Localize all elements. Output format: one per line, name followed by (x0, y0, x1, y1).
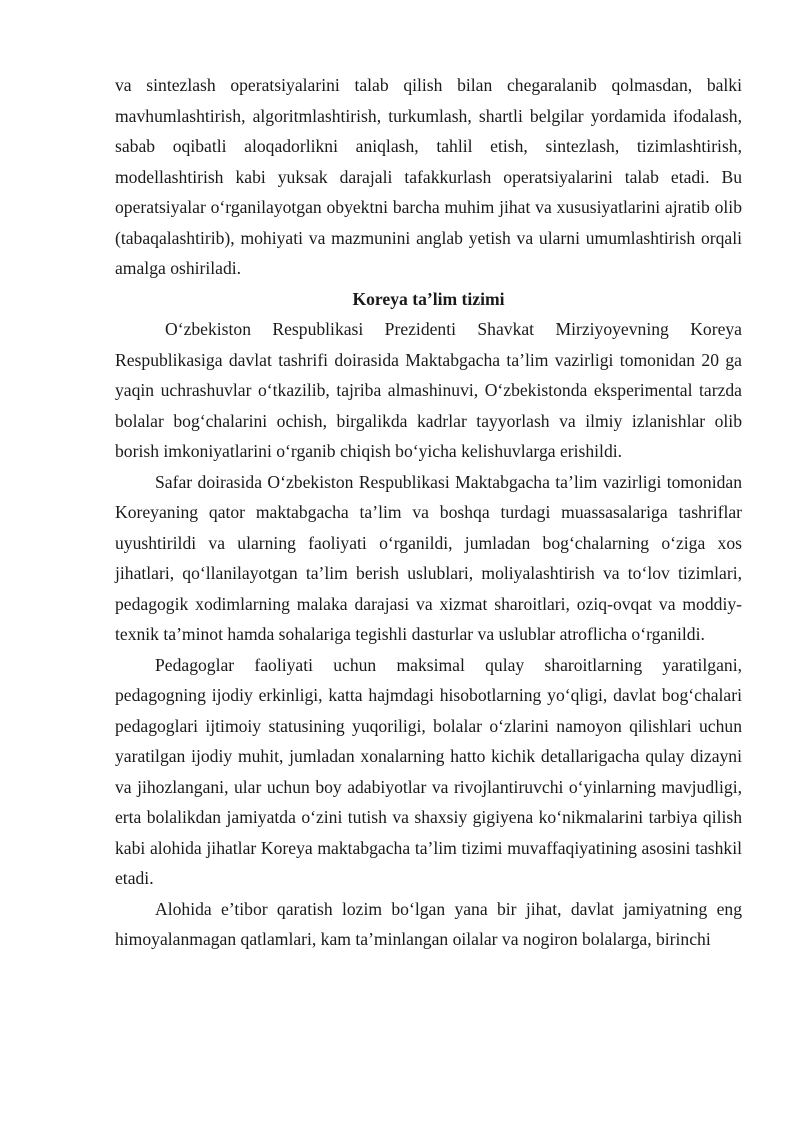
document-page (115, 70, 742, 955)
paragraph-presidential-visit: O‘zbekiston Respublikasi Prezidenti Shavkat Mirziyoyevning Koreya Respublikasiga davlat tashrifi doirasida Maktabgacha ta’lim vazirligi tomonidan 20 ga yaqin uchrashuvlar o‘tkazilib, tajriba almashinuvi, O‘zbekistonda eksperimental tarzda bolalar bog‘chalarini ochish, birgalikda kadrlar tayyorlash va ilmiy izlanishlar olib borish imkoniyatlarini o‘rganib chiqish bo‘yicha kelishuvlarga erishildi. (115, 319, 742, 461)
paragraph-intro-continuation: va sintezlash operatsiyalarini talab qilish bilan chegaralanib qolmasdan, balki mavhumlashtirish, algoritmlashtirish, turkumlash, shartli belgilar yordamida ifodalash, sabab oqibatli aloqadorlikni aniqlash, tahlil etish, sintezlash, tizimlashtirish, modellashtirish kabi yuksak darajali tafakkurlash operatsiyalarini talab etadi. Bu operatsiyalar o‘rganilayotgan obyektni barcha muhim jihat va xususiyatlarini ajratib olib (tabaqalashtirib), mohiyati va mazmunini anglab yetish va ularni umumlashtirish orqali amalga oshiriladi. (115, 75, 742, 278)
section-heading: Koreya ta’lim tizimi (352, 288, 505, 309)
paragraph-pedagogues: Pedagoglar faoliyati uchun maksimal qulay sharoitlarning yaratilgani, pedagogning ijodiy erkinligi, katta hajmdagi hisobotlarning yo‘qligi, davlat bog‘chalari pedagoglari ijtimoiy statusining yuqoriligi, bolalar o‘zlarini namoyon qilishlari uchun yaratilgan ijodiy muhit, jumladan xonalarning hatto kichik detallarigacha qulay dizayni va jihozlangani, ular uchun boy adabiyotlar va rivojlantiruvchi o‘yinlarning mavjudligi, erta bolalikdan jamiyatda o‘zini tutish va shaxsiy gigiyena ko‘nikmalarini tarbiya qilish kabi alohida jihatlar Koreya maktabgacha ta’lim tizimi muvaffaqiyatining asosini tashkil etadi. (115, 654, 742, 888)
paragraph-visit-study: Safar doirasida O‘zbekiston Respublikasi Maktabgacha ta’lim vazirligi tomonidan Koreyaning qator maktabgacha ta’lim va boshqa turdagi muassasalariga tashriflar uyushtirildi va ularning faoliyati o‘rganildi, jumladan bog‘chalarning o‘ziga xos jihatlari, qo‘llanilayotgan ta’lim berish uslublari, moliyalashtirish va to‘lov tizimlari, pedagogik xodimlarning malaka darajasi va xizmat sharoitlari, oziq-ovqat va moddiy-texnik ta’minot hamda sohalariga tegishli dasturlar va uslublar atroflicha o‘rganildi. (115, 471, 742, 644)
paragraph-special-attention: Alohida e’tibor qaratish lozim bo‘lgan yana bir jihat, davlat jamiyatning eng himoyalanmagan qatlamlari, kam ta’minlangan oilalar va nogiron bolalarga, birinchi (115, 898, 742, 949)
